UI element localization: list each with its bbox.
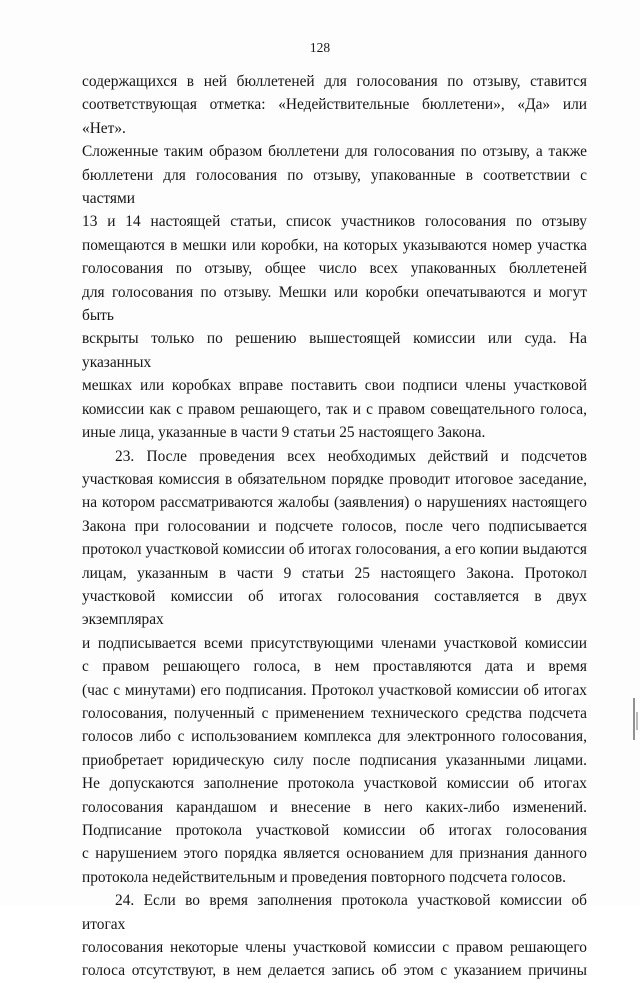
paragraph-23: 23. После проведения всех необходимых действий и подсчетов участковая комиссия в обязательном порядке проводит итоговое заседание, на котором рассматриваются жалобы (заявления) о нарушениях настоящего Закона при голосовании и подсчете голосов, после чего подписывается протокол участковой комиссии об итогах голосования, а его копии выдаются лицам, указанным в части 9 статьи 25 настоящего Закона. Протокол участковой комиссии об итогах голосования составляется в двух экземплярах и подписывается всеми присутствующими членами участковой комиссии с правом решающего голоса, в нем проставляются дата и время (час с минутами) его подписания. Протокол участковой комиссии об итогах голосования, полученный с применением технического средства подсчета голосов либо с использованием комплекса для электронного голосования, приобретает юридическую силу после подписания указанными лицами. Не допускаются заполнение протокола участковой комиссии об итогах голосования карандашом и внесение в него каких-либо изменений. Подписание протокола участковой комиссии об итогах голосования с нарушением этого порядка является основанием для признания данного <box>82 447 587 863</box>
paragraph-continuation-last-line: иные лица, указанные в части 9 статьи 25 настоящего Закона. <box>82 424 486 442</box>
paragraph-23-last-line: протокола недействительным и проведения повторного подсчета голосов. <box>82 868 566 886</box>
page-number: 128 <box>309 40 331 55</box>
scan-edge-mark <box>636 712 638 730</box>
scan-edge-mark <box>633 698 635 740</box>
paragraph-continuation: содержащихся в ней бюллетеней для голосования по отзыву, ставится соответствующая отметка: «Недействительные бюллетени», «Да» или «Нет». Сложенные таким образом бюллетени для голосования по отзыву, а также бюллетени для голосования по отзыву, упакованные в соответствии с частями 13 и 14 настоящей статьи, список участников голосования по отзыву помещаются в мешки или коробки, на которых указываются номер участка голосования по отзыву, общее число всех упакованных бюллетеней для голосования по отзыву. Мешки или коробки опечатываются и могут быть вскрыты только по решению вышестоящей комиссии или суда. На указанных мешках или коробках вправе поставить свои подписи члены участковой комиссии как с правом решающего, так и с правом совещательного голоса, <box>82 73 587 418</box>
document-body <box>82 70 587 983</box>
paragraph-24: 24. Если во время заполнения протокола участковой комиссии об итогах голосования некоторые члены участковой комиссии с правом решающего голоса отсутствуют, в нем делается запись об этом с указанием причины <box>82 892 587 980</box>
